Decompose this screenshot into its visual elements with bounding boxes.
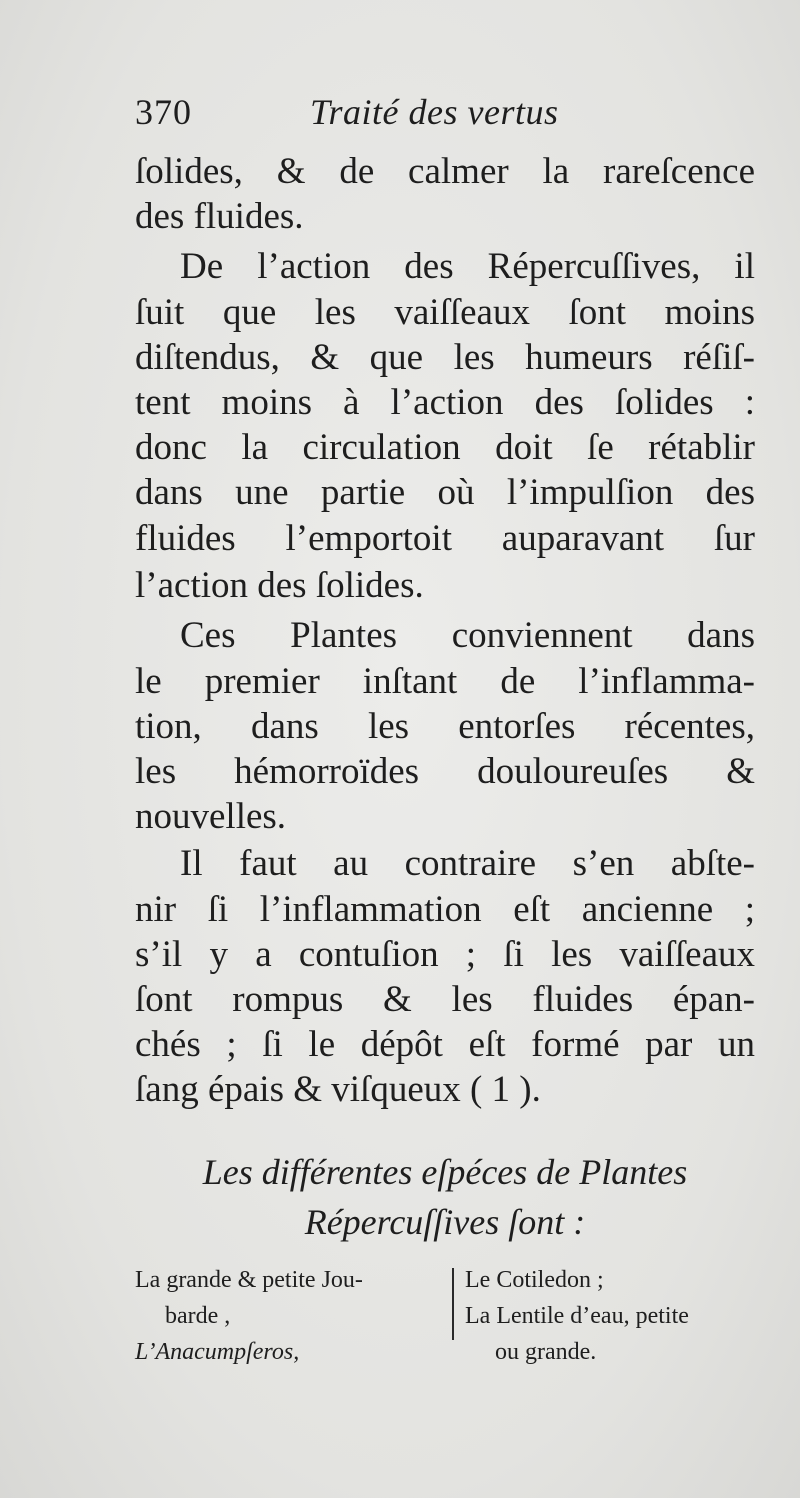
text-line: tion, dans les entorſes récentes, [135,706,755,747]
running-title: Traité des vertus [310,92,559,132]
text-line: l’action des ſolides. [135,565,424,606]
text-line: ſont rompus & les fluides épan- [135,979,755,1020]
text-line: dans une partie où l’impulſion des [135,472,755,513]
text-line: fluides l’emportoit auparavant ſur [135,518,755,559]
text-line: nir ſi l’inflammation eſt ancienne ; [135,889,755,930]
text-line: s’il y a contuſion ; ſi les vaiſſeaux [135,934,755,975]
list-item: Le Cotiledon ; [465,1267,604,1293]
text-line: Ces Plantes conviennent dans [180,615,755,656]
list-heading-line-2: Répercuſſives ſont : [304,1202,586,1242]
page-header [135,86,755,138]
text-line: donc la circulation doit ſe rétablir [135,427,755,468]
text-line: De l’action des Répercuſſives, il [180,246,755,287]
text-line: ſolides, & de calmer la rareſcence [135,151,755,192]
text-line: le premier inſtant de l’inflamma- [135,661,755,702]
text-line: chés ; ſi le dépôt eſt formé par un [135,1024,755,1065]
text-line: tent moins à l’action des ſolides : [135,382,755,423]
text-line: des fluides. [135,196,304,237]
text-line: diſtendus, & que les humeurs réſiſ- [135,337,755,378]
column-divider [452,1268,454,1340]
plant-list-left [135,1262,445,1370]
list-item: La Lentile d’eau, petite [465,1303,689,1329]
plant-list-right [465,1262,760,1370]
list-item: barde , [165,1303,231,1329]
text-line: Il faut au contraire s’en abſte- [180,843,755,884]
list-item: ou grande. [495,1339,597,1365]
page-number: 370 [135,92,192,132]
text-line: ſang épais & viſqueux ( 1 ). [135,1069,541,1110]
list-heading-line-1: Les différentes eſpéces de Plantes [202,1152,688,1192]
list-item: L’Anacumpſeros, [135,1339,300,1365]
list-item: La grande & petite Jou- [135,1267,363,1293]
text-line: les hémorroïdes douloureuſes & [135,751,755,792]
text-line: nouvelles. [135,796,287,837]
text-line: ſuit que les vaiſſeaux ſont moins [135,292,755,333]
